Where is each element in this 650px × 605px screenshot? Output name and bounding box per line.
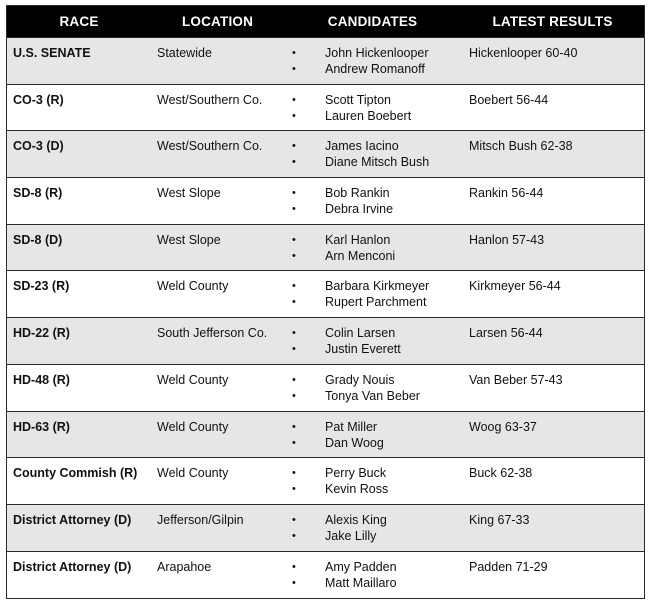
location-cell: South Jefferson Co. [157, 326, 268, 341]
bullet-icon: • [292, 436, 296, 449]
bullet-icon: • [292, 513, 296, 526]
bullet-icon: • [292, 47, 296, 59]
candidate-list [284, 185, 461, 217]
race-cell: HD-22 (R) [13, 326, 70, 341]
candidate-list [284, 138, 461, 170]
candidates-cell [284, 505, 461, 551]
bullet-icon: • [292, 249, 296, 262]
candidate-item [284, 185, 461, 201]
candidates-cell [284, 85, 461, 131]
result-cell: Kirkmeyer 56-44 [469, 279, 561, 294]
bullet-icon: • [292, 296, 296, 309]
candidate-list [284, 465, 461, 497]
candidate-name: Andrew Romanoff [325, 62, 425, 76]
candidate-item [284, 325, 461, 341]
candidate-item [284, 419, 461, 435]
table-row [7, 317, 644, 364]
bullet-icon: • [292, 343, 296, 356]
candidate-list [284, 232, 461, 264]
candidate-item [284, 92, 461, 108]
candidate-name: Lauren Boebert [325, 108, 412, 123]
result-cell: Van Beber 57-43 [469, 372, 563, 387]
table-row [7, 224, 644, 271]
candidate-item [284, 435, 461, 451]
bullet-icon: • [292, 483, 296, 496]
candidates-cell [284, 38, 461, 84]
race-cell: HD-48 (R) [13, 372, 70, 387]
bullet-icon: • [292, 560, 296, 573]
candidate-list [284, 325, 461, 357]
candidate-name: Pat Miller [325, 419, 378, 434]
candidate-item [284, 559, 461, 575]
bullet-icon: • [292, 327, 296, 340]
candidate-item [284, 154, 461, 170]
candidate-name: Justin Everett [325, 342, 401, 357]
location-cell: Weld County [157, 372, 229, 387]
location-cell: West/Southern Co. [157, 92, 263, 107]
location-cell: Statewide [157, 46, 212, 60]
bullet-icon: • [292, 529, 296, 542]
result-cell: Mitsch Bush 62-38 [469, 139, 573, 154]
bullet-icon: • [292, 420, 296, 433]
candidate-item [284, 388, 461, 404]
result-cell: Buck 62-38 [469, 466, 533, 481]
candidate-name: Bob Rankin [325, 186, 390, 201]
candidate-item [284, 232, 461, 248]
candidates-cell [284, 178, 461, 224]
candidate-item [284, 481, 461, 497]
candidate-name: Scott Tipton [325, 92, 392, 107]
candidate-name: Grady Nouis [325, 372, 395, 387]
location-cell: Arapahoe [157, 559, 212, 574]
table-row [7, 130, 644, 177]
bullet-icon: • [292, 63, 296, 75]
candidate-name: Colin Larsen [325, 326, 396, 341]
race-cell: SD-8 (D) [13, 232, 63, 247]
candidate-name: Amy Padden [325, 559, 397, 574]
race-cell: SD-8 (R) [13, 186, 63, 201]
race-cell: County Commish (R) [13, 466, 138, 481]
table-row [7, 411, 644, 458]
candidate-item [284, 294, 461, 310]
candidates-cell [284, 225, 461, 271]
result-cell: Hickenlooper 60-40 [469, 46, 578, 60]
candidate-name: Karl Hanlon [325, 232, 391, 247]
table-row [7, 84, 644, 131]
location-cell: Jefferson/Gilpin [157, 512, 244, 527]
candidate-list [284, 92, 461, 124]
race-cell: CO-3 (R) [13, 92, 64, 107]
candidate-item [284, 138, 461, 154]
bullet-icon: • [292, 156, 296, 169]
bullet-icon: • [292, 389, 296, 402]
race-cell: CO-3 (D) [13, 139, 64, 154]
candidate-name: James Iacino [325, 139, 399, 154]
candidate-name: Kevin Ross [325, 482, 389, 497]
candidate-name: Jake Lilly [325, 528, 377, 543]
bullet-icon: • [292, 280, 296, 293]
result-cell: Hanlon 57-43 [469, 232, 545, 247]
candidate-item [284, 465, 461, 481]
result-cell: Woog 63-37 [469, 419, 537, 434]
candidates-cell [284, 271, 461, 317]
location-cell: Weld County [157, 466, 229, 481]
bullet-icon: • [292, 203, 296, 216]
table-row [7, 364, 644, 411]
candidate-name: Matt Maillaro [325, 575, 397, 590]
bullet-icon: • [292, 576, 296, 589]
race-cell: U.S. SENATE [13, 46, 91, 60]
header-race: RACE [59, 14, 99, 29]
candidate-name: Arn Menconi [325, 248, 396, 263]
candidate-name: Alexis King [325, 512, 387, 527]
candidate-name: Debra Irvine [325, 202, 394, 217]
candidates-cell [284, 412, 461, 458]
candidate-list [284, 278, 461, 310]
table-row [7, 270, 644, 317]
candidate-item [284, 372, 461, 388]
candidates-cell [284, 365, 461, 411]
candidate-item [284, 45, 461, 61]
table-row [7, 177, 644, 224]
candidate-list [284, 372, 461, 404]
location-cell: West/Southern Co. [157, 139, 263, 154]
table-body [7, 37, 644, 597]
location-cell: West Slope [157, 186, 221, 201]
bullet-icon: • [292, 187, 296, 200]
location-cell: Weld County [157, 419, 229, 434]
candidate-list [284, 512, 461, 544]
header-location: LOCATION [181, 14, 254, 29]
candidate-item [284, 61, 461, 77]
candidates-cell [284, 458, 461, 504]
header-candidates: CANDIDATES [327, 14, 418, 29]
candidate-name: Barbara Kirkmeyer [325, 279, 430, 294]
table-row [7, 551, 644, 598]
candidates-cell [284, 318, 461, 364]
table-row [7, 504, 644, 551]
location-cell: Weld County [157, 279, 229, 294]
candidates-cell [284, 131, 461, 177]
bullet-icon: • [292, 233, 296, 246]
location-cell: West Slope [157, 232, 221, 247]
table-row [7, 457, 644, 504]
result-cell: Boebert 56-44 [469, 92, 549, 107]
race-cell: District Attorney (D) [13, 559, 132, 574]
candidate-item [284, 512, 461, 528]
candidate-name: Diane Mitsch Bush [325, 155, 430, 170]
candidate-item [284, 341, 461, 357]
bullet-icon: • [292, 140, 296, 153]
candidate-item [284, 248, 461, 264]
candidate-name: Dan Woog [325, 435, 384, 450]
result-cell: Rankin 56-44 [469, 186, 544, 201]
candidates-cell [284, 552, 461, 598]
bullet-icon: • [292, 467, 296, 480]
candidate-item [284, 278, 461, 294]
result-cell: Larsen 56-44 [469, 326, 543, 341]
race-cell: HD-63 (R) [13, 419, 70, 434]
candidate-name: Perry Buck [325, 466, 387, 481]
table-row [7, 37, 644, 84]
result-cell: Padden 71-29 [469, 559, 548, 574]
candidate-item [284, 108, 461, 124]
bullet-icon: • [292, 109, 296, 122]
candidate-item [284, 575, 461, 591]
candidate-item [284, 201, 461, 217]
candidate-item [284, 528, 461, 544]
candidate-list [284, 45, 461, 77]
result-cell: King 67-33 [469, 512, 530, 527]
candidate-name: Tonya Van Beber [325, 388, 420, 403]
race-cell: District Attorney (D) [13, 512, 132, 527]
race-cell: SD-23 (R) [13, 279, 70, 294]
candidate-name: John Hickenlooper [325, 46, 429, 60]
candidate-list [284, 559, 461, 591]
primary-results-table [6, 5, 645, 599]
candidate-list [284, 419, 461, 451]
candidate-name: Rupert Parchment [325, 295, 427, 310]
table-header-row [7, 6, 644, 37]
bullet-icon: • [292, 373, 296, 386]
bullet-icon: • [292, 93, 296, 106]
header-latest-results: LATEST RESULTS [492, 14, 613, 29]
